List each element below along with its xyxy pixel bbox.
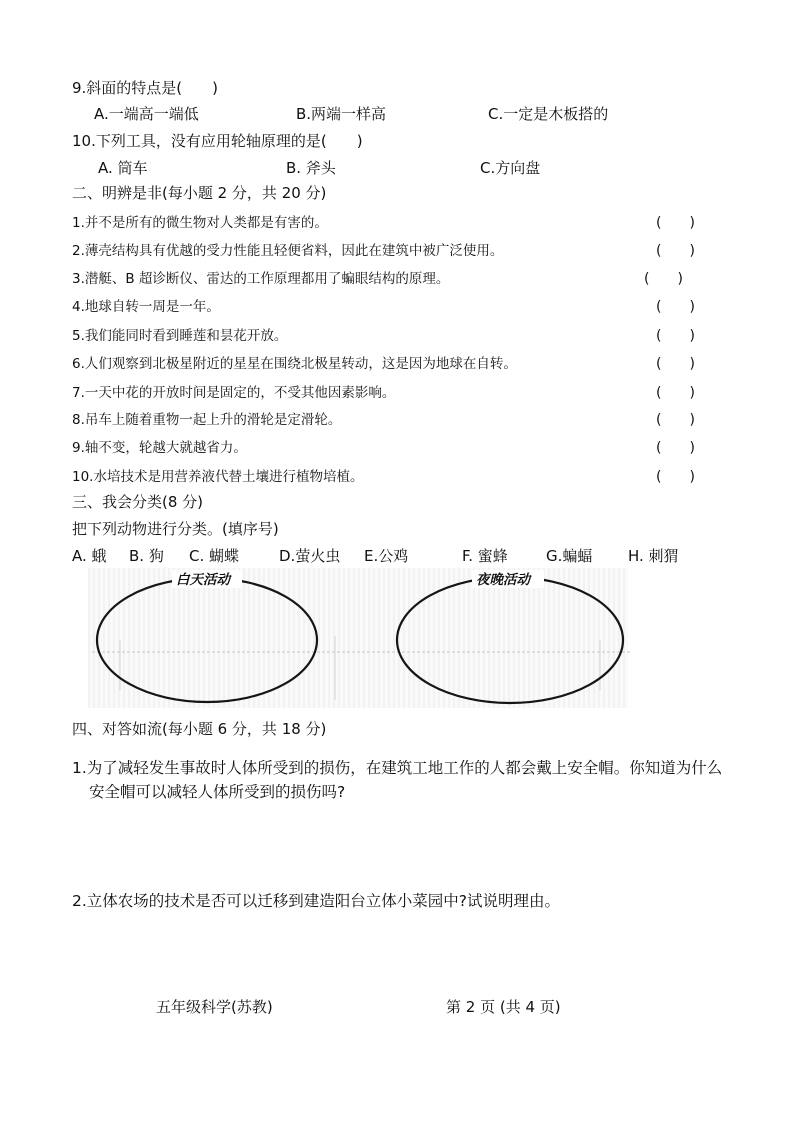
animal-c: C. 蝴蝶 [189,547,240,565]
tf-answer-8: ( ) [656,412,695,428]
essay-question-1: 1.为了减轻发生事故时人体所受到的损伤，在建筑工地工作的人都会戴上安全帽。你知道为什么安全帽可以减轻人体所受到的损伤吗? [72,759,723,801]
tf-item-5: 5.我们能同时看到睡莲和昙花开放。 [72,328,288,344]
day-activity-label: 白天活动 [176,572,230,588]
animal-e: E.公鸡 [364,547,409,565]
animal-b: B. 狗 [129,547,164,565]
tf-item-6: 6.人们观察到北极星附近的星星在围绕北极星转动，这是因为地球在自转。 [72,356,517,372]
q9-option-a: A.一端高一端低 [94,105,199,123]
tf-item-2: 2.薄壳结构具有优越的受力性能且轻便省料，因此在建筑中被广泛使用。 [72,243,504,259]
animal-h: H. 刺猬 [628,547,679,565]
tf-answer-2: ( ) [656,243,695,259]
tf-answer-3: ( ) [644,271,683,287]
tf-item-9: 9.轴不变，轮越大就越省力。 [72,440,247,456]
tf-item-3: 3.潜艇、B 超诊断仪、雷达的工作原理都用了蝙眼结构的原理。 [72,271,450,287]
classification-instruction: 把下列动物进行分类。(填序号) [72,520,279,538]
section-3-heading: 三、我会分类(8 分) [72,493,204,511]
tf-answer-10: ( ) [656,469,695,485]
day-activity-ellipse [97,578,317,702]
question-10-stem: 10.下列工具，没有应用轮轴原理的是( ) [72,132,363,150]
night-activity-label: 夜晚活动 [476,572,530,588]
tf-item-1: 1.并不是所有的微生物对人类都是有害的。 [72,215,328,231]
question-9-stem: 9.斜面的特点是( ) [72,79,219,97]
footer-page-number: 第 2 页 (共 4 页) [446,998,561,1016]
tf-item-8: 8.吊车上随着重物一起上升的滑轮是定滑轮。 [72,412,342,428]
tf-answer-5: ( ) [656,328,695,344]
footer-subject: 五年级科学(苏教) [156,998,273,1016]
night-activity-ellipse [397,577,623,703]
section-4-heading: 四、对答如流(每小题 6 分，共 18 分) [72,720,327,738]
animal-a: A. 蛾 [72,547,107,565]
tf-answer-4: ( ) [656,299,695,315]
tf-item-7: 7.一天中花的开放时间是固定的，不受其他因素影响。 [72,385,396,401]
section-2-heading: 二、明辨是非(每小题 2 分，共 20 分) [72,184,327,202]
essay-question-2: 2.立体农场的技术是否可以迁移到建造阳台立体小菜园中?试说明理由。 [72,892,561,910]
q10-option-a: A. 筒车 [98,159,148,177]
q9-option-b: B.两端一样高 [296,105,387,123]
q10-option-c: C.方向盘 [480,159,541,177]
tf-item-4: 4.地球自转一周是一年。 [72,299,220,315]
q10-option-b: B. 斧头 [286,159,336,177]
tf-item-10: 10.水培技术是用营养液代替土壤进行植物培植。 [72,469,364,485]
animal-f: F. 蜜蜂 [462,547,508,565]
animal-d: D.萤火虫 [279,547,341,565]
q9-option-c: C.一定是木板搭的 [488,105,609,123]
tf-answer-7: ( ) [656,385,695,401]
animal-g: G.蝙蝠 [546,547,593,565]
tf-answer-6: ( ) [656,356,695,372]
tf-answer-9: ( ) [656,440,695,456]
tf-answer-1: ( ) [656,215,695,231]
